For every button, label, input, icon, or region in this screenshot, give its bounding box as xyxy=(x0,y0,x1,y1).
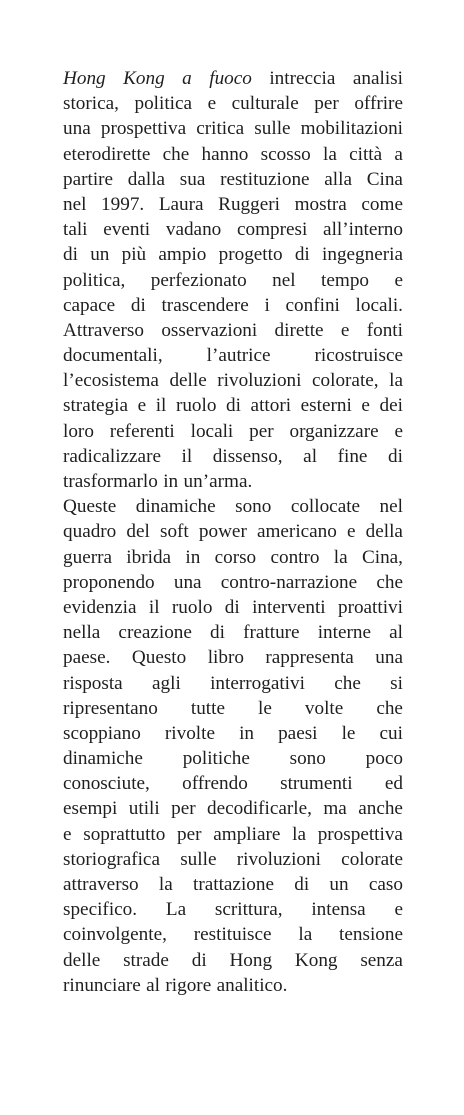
word: sono xyxy=(235,496,272,518)
word: di xyxy=(130,294,146,316)
word: ricostruisce xyxy=(314,345,403,367)
word: sulle xyxy=(180,848,217,870)
word: per xyxy=(171,798,196,820)
word: una xyxy=(63,118,91,140)
word: ampliare xyxy=(213,823,281,845)
word: l’autrice xyxy=(206,345,271,367)
word: politica xyxy=(134,93,193,115)
word: proattivi xyxy=(337,596,403,618)
text-line xyxy=(63,771,403,796)
word: quadro xyxy=(63,521,117,543)
text-line xyxy=(63,368,403,393)
word: paese. xyxy=(63,647,111,669)
description-body xyxy=(63,66,403,998)
text-line xyxy=(63,116,403,141)
word: progetto xyxy=(218,244,283,266)
word: e xyxy=(207,93,217,115)
word: osservazioni xyxy=(161,319,258,341)
word: delle xyxy=(63,949,101,971)
word: e xyxy=(137,395,147,417)
word: e xyxy=(394,899,403,921)
word: del xyxy=(126,521,150,543)
paragraph xyxy=(63,494,403,998)
word: che xyxy=(162,143,190,165)
word: i xyxy=(264,294,270,316)
word: le xyxy=(341,722,356,744)
word: corso xyxy=(214,546,257,568)
word: delle xyxy=(169,370,207,392)
word: una xyxy=(375,647,403,669)
word: al xyxy=(303,445,318,467)
word: organizzare xyxy=(289,420,379,442)
word: coinvolgente, xyxy=(63,924,167,946)
word: trasformarlo xyxy=(63,471,158,492)
word: storiografica xyxy=(63,848,160,870)
word: rappresenta xyxy=(265,647,354,669)
word: esempi xyxy=(63,798,118,820)
word: evidenzia xyxy=(63,596,137,618)
book-description xyxy=(63,66,403,998)
text-line xyxy=(63,696,403,721)
word: il xyxy=(155,395,167,417)
word: la xyxy=(298,924,313,946)
word: e xyxy=(361,395,370,417)
word: fonti xyxy=(366,319,403,341)
word: interrogativi xyxy=(210,672,305,694)
text-line xyxy=(63,293,403,318)
word: proponendo xyxy=(63,571,155,593)
word: ruolo xyxy=(175,395,217,417)
word: 1997. xyxy=(101,193,145,215)
word: locali xyxy=(190,420,234,442)
word: si xyxy=(390,672,403,694)
word: di xyxy=(388,445,403,467)
word: come xyxy=(361,193,403,215)
word: la xyxy=(389,370,403,392)
word: la xyxy=(292,823,306,845)
word: nel xyxy=(63,193,87,215)
word: rivoluzioni xyxy=(236,848,321,870)
text-line xyxy=(63,318,403,343)
text-line xyxy=(63,746,403,771)
word: Hong xyxy=(229,949,273,971)
paragraph xyxy=(63,66,403,494)
word: agli xyxy=(152,672,181,694)
word: poco xyxy=(365,748,403,770)
word: soprattutto xyxy=(83,823,166,845)
word: confini xyxy=(285,294,340,316)
word: analisi xyxy=(352,68,403,89)
word: città xyxy=(349,143,383,165)
word: e xyxy=(394,420,403,442)
word: più xyxy=(121,244,147,266)
word: rivolte xyxy=(164,722,215,744)
word: sua xyxy=(179,168,206,190)
word: culturale xyxy=(231,93,299,115)
word: politica, xyxy=(63,269,126,291)
word: colorate xyxy=(341,848,403,870)
word: prospettiva xyxy=(317,823,403,845)
word: offrire xyxy=(354,93,403,115)
word: conosciute, xyxy=(63,773,150,795)
word: americano xyxy=(256,521,337,543)
word: la xyxy=(158,874,173,895)
word: e xyxy=(394,269,403,291)
word: Ruggeri xyxy=(218,193,280,215)
word: analitico. xyxy=(216,974,288,996)
book-title-word: a xyxy=(182,68,192,89)
word: il xyxy=(148,596,160,618)
word: una xyxy=(173,571,202,593)
word: Laura xyxy=(158,193,204,215)
word: un xyxy=(90,244,110,266)
word: e xyxy=(347,521,356,543)
word: critica xyxy=(196,118,245,140)
word: che xyxy=(376,697,403,719)
word: capace xyxy=(63,294,116,316)
word: soft xyxy=(159,521,189,543)
word: senza xyxy=(360,949,403,971)
word: per xyxy=(249,420,274,442)
word: perfezionato xyxy=(150,269,247,291)
word: partire xyxy=(63,168,114,190)
word: scoppiano xyxy=(63,722,141,744)
text-line xyxy=(63,242,403,267)
word: utili xyxy=(128,798,160,820)
word: esterni xyxy=(300,395,352,417)
text-line xyxy=(63,494,403,519)
word: dirette xyxy=(274,319,324,341)
text-line xyxy=(63,393,403,418)
word: storica, xyxy=(63,93,119,115)
word: Questo xyxy=(131,647,187,669)
word: strade xyxy=(123,949,169,971)
word: Attraverso xyxy=(63,319,144,341)
text-line xyxy=(63,847,403,872)
word: tensione xyxy=(339,924,403,946)
text-line xyxy=(63,645,403,670)
word: referenti xyxy=(109,420,175,442)
text-line xyxy=(63,922,403,947)
word: di xyxy=(294,244,310,266)
text-line xyxy=(63,142,403,167)
word: fine xyxy=(337,445,368,467)
word: in xyxy=(239,722,254,744)
word: contro-narrazione xyxy=(220,571,358,593)
text-line xyxy=(63,268,403,293)
word: nella xyxy=(63,622,101,644)
word: la xyxy=(323,143,337,165)
word: scosso xyxy=(260,143,311,165)
text-line xyxy=(63,570,403,595)
word: anche xyxy=(358,798,403,820)
word: Cina, xyxy=(361,546,403,568)
word: prospettiva xyxy=(100,118,187,140)
word: mostra xyxy=(294,193,347,215)
word: ma xyxy=(323,798,347,820)
text-line xyxy=(63,973,403,998)
word: intensa xyxy=(311,899,366,921)
word: radicalizzare xyxy=(63,445,161,467)
word: di xyxy=(224,596,240,618)
word: risposta xyxy=(63,672,123,694)
word: di xyxy=(226,395,241,417)
word: tempo xyxy=(321,269,370,291)
word: eterodirette xyxy=(63,143,151,165)
word: sulle xyxy=(254,118,291,140)
word: nel xyxy=(272,269,296,291)
word: rivoluzioni xyxy=(217,370,302,392)
word: tali xyxy=(63,219,88,241)
word: decodificarle, xyxy=(207,798,312,820)
word: ingegneria xyxy=(322,244,403,266)
text-line xyxy=(63,822,403,847)
text-line xyxy=(63,419,403,444)
word: al xyxy=(389,622,403,644)
word: strategia xyxy=(63,395,128,417)
word: all’interno xyxy=(323,219,403,241)
word: ibrida xyxy=(126,546,172,568)
word: di xyxy=(210,622,225,644)
word: volte xyxy=(304,697,344,719)
word: rigore xyxy=(165,974,212,996)
word: attraverso xyxy=(63,874,139,895)
word: dei xyxy=(379,395,403,417)
word: l’ecosistema xyxy=(63,370,159,392)
word: fratture xyxy=(243,622,300,644)
word: paesi xyxy=(278,722,318,744)
word: in xyxy=(185,546,201,568)
word: strumenti xyxy=(280,773,353,795)
book-title-word: Kong xyxy=(123,68,165,89)
word: compresi xyxy=(236,219,308,241)
word: dinamiche xyxy=(63,748,143,770)
book-title-word: fuoco xyxy=(209,68,252,89)
word: la xyxy=(333,546,348,568)
word: Kong xyxy=(294,949,338,971)
word: nel xyxy=(379,496,403,518)
word: politiche xyxy=(182,748,250,770)
book-title-word: Hong xyxy=(63,68,106,89)
word: a xyxy=(394,143,403,165)
word: della xyxy=(365,521,403,543)
word: documentali, xyxy=(63,345,163,367)
word: caso xyxy=(368,874,403,895)
word: ripresentano xyxy=(63,697,158,719)
word: che xyxy=(334,672,361,694)
word: interventi xyxy=(252,596,326,618)
text-line xyxy=(63,469,403,494)
word: di xyxy=(191,949,207,971)
word: che xyxy=(376,571,403,593)
text-line xyxy=(63,545,403,570)
text-line xyxy=(63,167,403,192)
word: alla xyxy=(324,168,352,190)
word: sono xyxy=(289,748,326,770)
word: locali. xyxy=(355,294,403,316)
text-line xyxy=(63,66,403,91)
text-line xyxy=(63,620,403,645)
word: hanno xyxy=(201,143,249,165)
word: trascendere xyxy=(161,294,249,316)
word: rinunciare xyxy=(63,974,141,996)
text-line xyxy=(63,192,403,217)
word: Queste xyxy=(63,496,117,518)
word: restituisce xyxy=(193,924,272,946)
word: dalla xyxy=(127,168,166,190)
text-line xyxy=(63,897,403,922)
word: power xyxy=(198,521,247,543)
word: al xyxy=(146,974,161,996)
word: offrendo xyxy=(182,773,248,795)
word: intreccia xyxy=(269,68,336,89)
word: contro xyxy=(270,546,320,568)
word: La xyxy=(165,899,187,921)
word: libro xyxy=(207,647,244,669)
word: per xyxy=(314,93,339,115)
word: cui xyxy=(379,722,403,744)
word: di xyxy=(294,874,310,895)
word: dinamiche xyxy=(135,496,216,518)
word: Cina xyxy=(366,168,403,190)
word: ed xyxy=(384,773,403,795)
text-line xyxy=(63,721,403,746)
word: creazione xyxy=(118,622,192,644)
word: mobilitazioni xyxy=(300,118,403,140)
word: attori xyxy=(250,395,292,417)
text-line xyxy=(63,217,403,242)
text-line xyxy=(63,519,403,544)
text-line xyxy=(63,872,403,897)
word: il xyxy=(181,445,193,467)
word: un’arma. xyxy=(183,471,253,492)
text-line xyxy=(63,948,403,973)
text-line xyxy=(63,444,403,469)
text-line xyxy=(63,671,403,696)
word: ruolo xyxy=(171,596,213,618)
word: guerra xyxy=(63,546,112,568)
word: vadano xyxy=(165,219,222,241)
word: scrittura, xyxy=(214,899,283,921)
word: collocate xyxy=(290,496,361,518)
word: dissenso, xyxy=(212,445,283,467)
word: per xyxy=(177,823,202,845)
word: restituzione xyxy=(220,168,310,190)
word: le xyxy=(258,697,272,719)
text-line xyxy=(63,343,403,368)
word: un xyxy=(329,874,349,895)
word: loro xyxy=(63,420,94,442)
word: colorate, xyxy=(312,370,379,392)
word: interne xyxy=(317,622,371,644)
word: di xyxy=(63,244,78,266)
word: trattazione xyxy=(193,874,274,895)
text-line xyxy=(63,796,403,821)
word: e xyxy=(340,319,350,341)
word: eventi xyxy=(103,219,151,241)
text-line xyxy=(63,595,403,620)
word: specifico. xyxy=(63,899,138,921)
word: e xyxy=(63,823,72,845)
word: tutte xyxy=(190,697,225,719)
word: ampio xyxy=(158,244,207,266)
text-line xyxy=(63,91,403,116)
word: in xyxy=(163,471,179,492)
